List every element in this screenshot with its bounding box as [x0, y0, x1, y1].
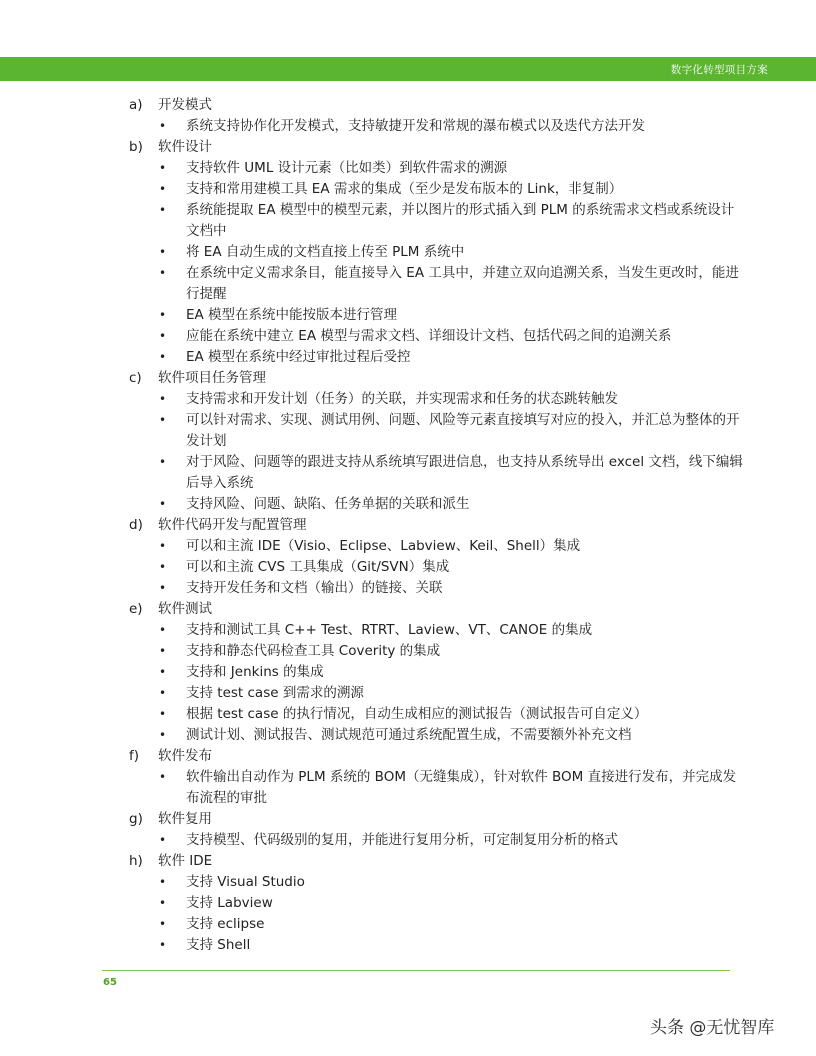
section-heading [0, 137, 816, 158]
bullet-item [0, 830, 816, 851]
bullet-item [0, 767, 816, 809]
section-heading [0, 515, 816, 536]
section-title: 软件发布 [158, 748, 212, 764]
bullet-item [0, 200, 816, 242]
section-title: 软件设计 [158, 139, 212, 155]
bullet-icon: • [159, 455, 167, 469]
bullet-text: EA 模型在系统中能按版本进行管理 [186, 307, 398, 323]
bullet-icon: • [159, 728, 167, 742]
bullet-text: 测试计划、测试报告、测试规范可通过系统配置生成，不需要额外补充文档 [186, 727, 632, 743]
bullet-text: 支持和 Jenkins 的集成 [186, 664, 324, 680]
bullet-item [0, 242, 816, 263]
bullet-item [0, 347, 816, 368]
bullet-text: 支持 test case 到需求的溯源 [186, 685, 364, 701]
bullet-item [0, 494, 816, 515]
section-title: 软件复用 [158, 811, 212, 827]
bullet-text: 支持和静态代码检查工具 Coverity 的集成 [186, 643, 441, 659]
page-number: 65 [103, 977, 117, 988]
section-title: 开发模式 [158, 97, 212, 113]
bullet-icon: • [159, 497, 167, 511]
bullet-item [0, 158, 816, 179]
bullet-icon: • [159, 350, 167, 364]
header-bar [0, 57, 816, 81]
bullet-item [0, 872, 816, 893]
bullet-text: 支持 Visual Studio [186, 874, 305, 890]
document-content [0, 95, 816, 956]
section-title: 软件测试 [158, 601, 212, 617]
section-heading [0, 368, 816, 389]
bullet-text: 支持 eclipse [186, 916, 265, 932]
bullet-icon: • [159, 581, 167, 595]
bullet-item [0, 452, 816, 494]
bullet-item [0, 410, 816, 452]
bullet-text: 软件输出自动作为 PLM 系统的 BOM（无缝集成），针对软件 BOM 直接进行发布，并完成发布流程的审批 [186, 769, 737, 806]
bullet-icon: • [159, 539, 167, 553]
bullet-icon: • [159, 203, 167, 217]
bullet-icon: • [159, 161, 167, 175]
section-label: e) [129, 601, 143, 617]
bullet-item [0, 263, 816, 305]
watermark: 头条 @无忧智库 [650, 1018, 775, 1038]
section-heading [0, 746, 816, 767]
bullet-icon: • [159, 392, 167, 406]
bullet-icon: • [159, 896, 167, 910]
bullet-text: 根据 test case 的执行情况，自动生成相应的测试报告（测试报告可自定义） [186, 706, 648, 722]
section-title: 软件代码开发与配置管理 [158, 517, 307, 533]
section-title: 软件项目任务管理 [158, 370, 266, 386]
section-label: d) [129, 517, 143, 533]
bullet-icon: • [159, 833, 167, 847]
section-label: f) [129, 748, 140, 764]
section-heading [0, 851, 816, 872]
bullet-icon: • [159, 329, 167, 343]
bullet-icon: • [159, 917, 167, 931]
bullet-item [0, 179, 816, 200]
bullet-text: 在系统中定义需求条目，能直接导入 EA 工具中，并建立双向追溯关系，当发生更改时，能进行提醒 [186, 265, 739, 302]
bullet-text: 支持和测试工具 C++ Test、RTRT、Laview、VT、CANOE 的集成 [186, 622, 593, 638]
section-label: c) [129, 370, 142, 386]
bullet-icon: • [159, 308, 167, 322]
bullet-icon: • [159, 119, 167, 133]
bullet-icon: • [159, 770, 167, 784]
section-label: b) [129, 139, 143, 155]
bullet-item [0, 725, 816, 746]
bullet-text: 支持开发任务和文档（输出）的链接、关联 [186, 580, 443, 596]
bullet-item [0, 683, 816, 704]
bullet-icon: • [159, 938, 167, 952]
bullet-text: 支持软件 UML 设计元素（比如类）到软件需求的溯源 [186, 160, 508, 176]
bullet-icon: • [159, 665, 167, 679]
bullet-text: 将 EA 自动生成的文档直接上传至 PLM 系统中 [186, 244, 465, 260]
bullet-text: 支持风险、问题、缺陷、任务单据的关联和派生 [186, 496, 470, 512]
bullet-text: 系统能提取 EA 模型中的模型元素，并以图片的形式插入到 PLM 的系统需求文档或系统设计文档中 [186, 202, 735, 239]
bullet-item [0, 326, 816, 347]
bullet-text: 应能在系统中建立 EA 模型与需求文档、详细设计文档、包括代码之间的追溯关系 [186, 328, 672, 344]
bullet-icon: • [159, 707, 167, 721]
section-heading [0, 809, 816, 830]
section-title: 软件 IDE [158, 853, 213, 869]
bullet-item [0, 116, 816, 137]
bullet-icon: • [159, 266, 167, 280]
section-label: a) [129, 97, 143, 113]
bullet-icon: • [159, 686, 167, 700]
section-heading [0, 599, 816, 620]
bullet-item [0, 704, 816, 725]
section-heading [0, 95, 816, 116]
bullet-text: 支持 Labview [186, 895, 273, 911]
bullet-text: 可以针对需求、实现、测试用例、问题、风险等元素直接填写对应的投入，并汇总为整体的开发计划 [186, 412, 740, 449]
section-label: g) [129, 811, 143, 827]
header-title: 数字化转型项目方案 [670, 64, 768, 76]
bullet-item [0, 620, 816, 641]
section-label: h) [129, 853, 143, 869]
bullet-text: 支持 Shell [186, 937, 251, 953]
bullet-item [0, 305, 816, 326]
bullet-text: 支持和常用建模工具 EA 需求的集成（至少是发布版本的 Link，非复制） [186, 181, 623, 197]
bullet-text: 系统支持协作化开发模式，支持敏捷开发和常规的瀑布模式以及迭代方法开发 [186, 118, 645, 134]
bullet-icon: • [159, 245, 167, 259]
bullet-text: 支持模型、代码级别的复用，并能进行复用分析，可定制复用分析的格式 [186, 832, 618, 848]
bullet-item [0, 641, 816, 662]
bullet-text: EA 模型在系统中经过审批过程后受控 [186, 349, 411, 365]
bullet-item [0, 935, 816, 956]
footer-divider [102, 970, 730, 971]
bullet-item [0, 578, 816, 599]
bullet-icon: • [159, 182, 167, 196]
bullet-icon: • [159, 623, 167, 637]
bullet-item [0, 893, 816, 914]
bullet-item [0, 536, 816, 557]
bullet-item [0, 914, 816, 935]
bullet-icon: • [159, 644, 167, 658]
bullet-text: 支持需求和开发计划（任务）的关联，并实现需求和任务的状态跳转触发 [186, 391, 618, 407]
bullet-text: 对于风险、问题等的跟进支持从系统填写跟进信息，也支持从系统导出 excel 文档，线下编辑后导入系统 [186, 454, 743, 491]
bullet-item [0, 662, 816, 683]
bullet-icon: • [159, 875, 167, 889]
bullet-text: 可以和主流 IDE（Visio、Eclipse、Labview、Keil、Shell）集成 [186, 538, 581, 554]
bullet-text: 可以和主流 CVS 工具集成（Git/SVN）集成 [186, 559, 450, 575]
bullet-item [0, 557, 816, 578]
bullet-item [0, 389, 816, 410]
bullet-icon: • [159, 560, 167, 574]
bullet-icon: • [159, 413, 167, 427]
